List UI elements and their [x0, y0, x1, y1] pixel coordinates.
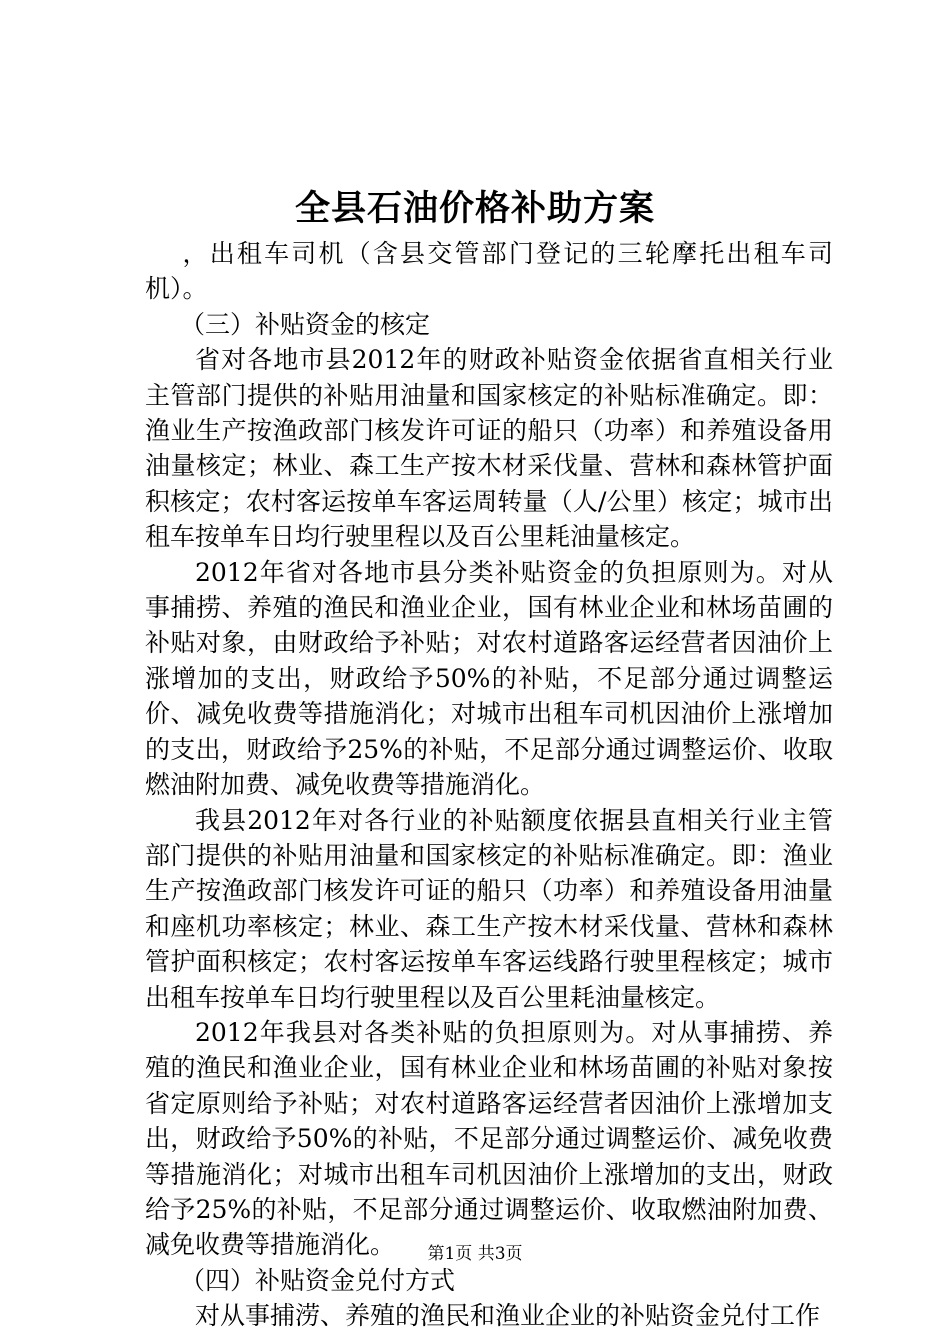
paragraph-provincial-burden-principle: 2012年省对各地市县分类补贴资金的负担原则为。对从事捕捞、养殖的渔民和渔业企业，国有林业企业和林场苗圃的补贴对象，由财政给予补贴；对农村道路客运经营者因油价上涨增加的支出，财政给予50%的补贴，不足部分通过调整运价、减免收费等措施消化；对城市出租车司机因油价上涨增加的支出，财政给予25%的补贴，不足部分通过调整运价、收取燃油附加费、减免收费等措施消化。: [145, 557, 833, 800]
document-title: 全县石油价格补助方案: [294, 188, 655, 229]
page-footer: 第1页 共3页: [427, 1244, 523, 1264]
paragraph-payment-method: 对从事捕涝、养殖的渔民和渔业企业的补贴资金兑付工作: [195, 1301, 821, 1331]
paragraph-provincial-subsidy-basis: 省对各地市县2012年的财政补贴资金依据省直相关行业主管部门提供的补贴用油量和国家核定的补贴标准确定。即：渔业生产按渔政部门核发许可证的船只（功率）和养殖设备用油量核定；林业、森工生产按木材采伐量、营林和森林管护面积核定；农村客运按单车客运周转量（人/公里）核定；城市出租车按单车日均行驶里程以及百公里耗油量核定。: [145, 345, 833, 552]
paragraph-county-burden-principle: 2012年我县对各类补贴的负担原则为。对从事捕捞、养殖的渔民和渔业企业，国有林业企业和林场苗圃的补贴对象按省定原则给予补贴；对农村道路客运经营者因油价上涨增加支出，财政给予50%的补贴，不足部分通过调整运价、减免收费等措施消化；对城市出租车司机因油价上涨增加的支出，财政给予25%的补贴，不足部分通过调整运价、收取燃油附加费、减免收费等措施消化。: [145, 1017, 833, 1260]
paragraph-county-subsidy-basis: 我县2012年对各行业的补贴额度依据县直相关行业主管部门提供的补贴用油量和国家核定的补贴标准确定。即：渔业生产按渔政部门核发许可证的船只（功率）和养殖设备用油量和座机功率核定；林业、森工生产按木材采伐量、营林和森林管护面积核定；农村客运按单车客运线路行驶里程核定；城市出租车按单车日均行驶里程以及百公里耗油量核定。: [145, 805, 833, 1012]
paragraph-continuation: ，出租车司机（含县交管部门登记的三轮摩托出租车司机）。: [145, 239, 833, 304]
section-heading-payment-method: （四）补贴资金兑付方式: [180, 1265, 456, 1295]
document-body: [145, 236, 833, 1334]
section-heading-subsidy-verification: （三）补贴资金的核定: [180, 309, 431, 339]
